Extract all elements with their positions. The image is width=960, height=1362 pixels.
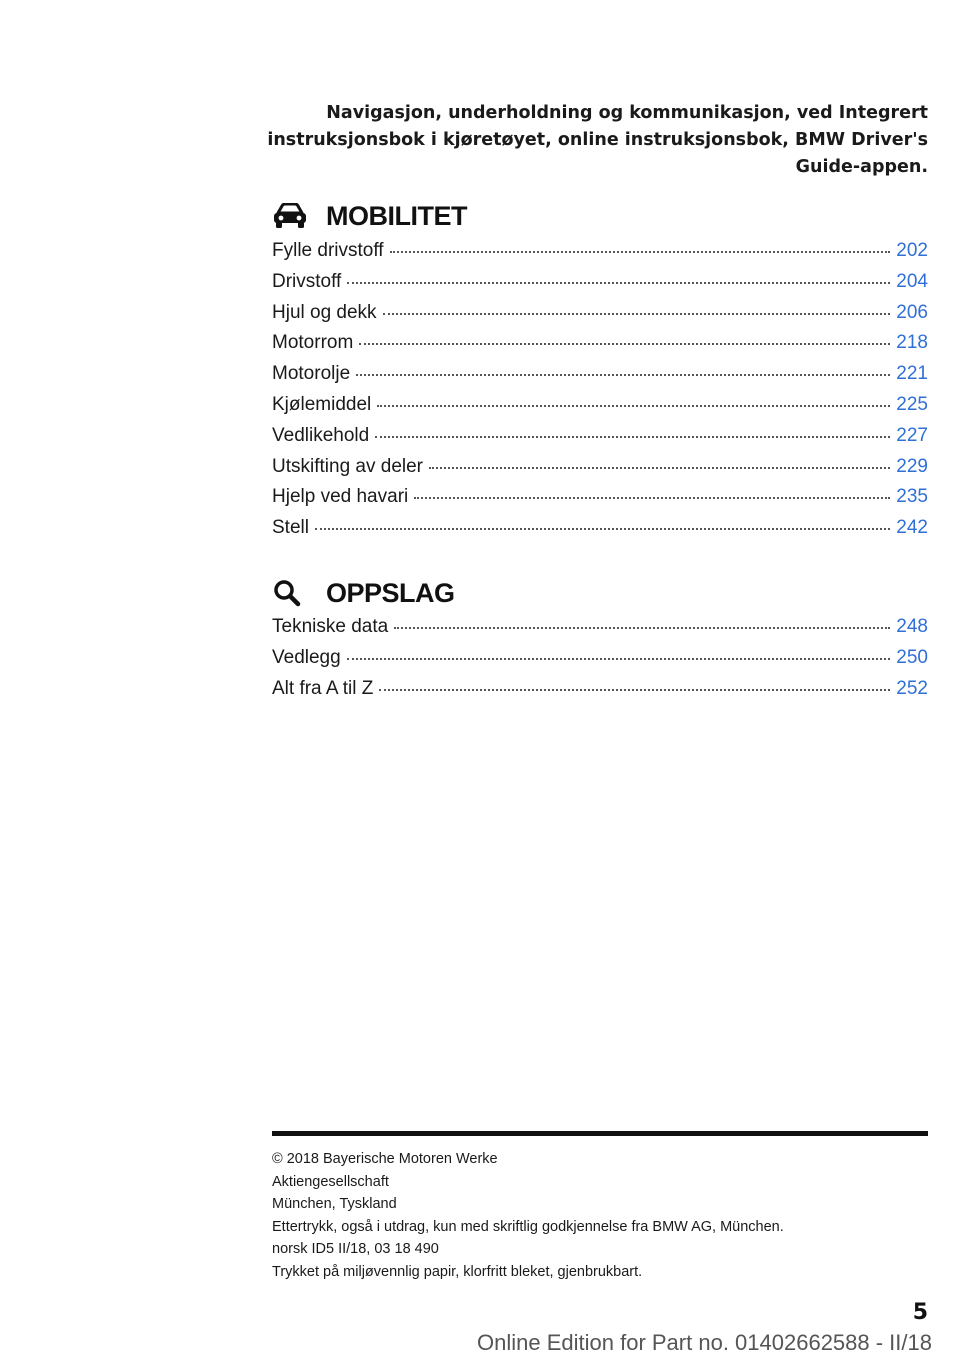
toc-entry[interactable]	[272, 614, 928, 645]
intro-line-2: instruksjonsbok i kjøretøyet, online instruksjonsbok, BMW Driver's	[267, 130, 928, 150]
intro-line-1: Navigasjon, underholdning og kommunikasjon, ved Integrert	[326, 103, 928, 123]
imprint-divider	[272, 1131, 928, 1136]
section-title: OPPSLAG	[326, 577, 455, 608]
toc-page-link[interactable]: 252	[896, 677, 928, 699]
toc-entry-label: Hjul og dekk	[272, 301, 377, 323]
toc-entry[interactable]	[272, 330, 928, 361]
toc-entry[interactable]	[272, 361, 928, 392]
toc-entry-label: Motorolje	[272, 363, 351, 385]
toc-page-link[interactable]: 221	[896, 363, 928, 385]
toc-entry[interactable]	[272, 392, 928, 423]
toc-entry[interactable]	[272, 454, 928, 485]
toc-entry-label: Utskifting av deler	[272, 455, 424, 477]
toc-entry[interactable]	[272, 269, 928, 300]
imprint-line: Ettertrykk, også i utdrag, kun med skriftlig godkjennelse fra BMW AG, München.	[272, 1218, 784, 1235]
toc-entry-label: Stell	[272, 517, 309, 539]
dot-leader	[347, 266, 890, 284]
toc-entry[interactable]	[272, 484, 928, 515]
dot-leader	[359, 327, 890, 345]
toc-entry[interactable]	[272, 645, 928, 676]
imprint-line: Trykket på miljøvennlig papir, klorfritt bleket, gjenbrukbart.	[272, 1263, 643, 1280]
toc-entry[interactable]	[272, 423, 928, 454]
dot-leader	[383, 297, 891, 315]
toc-page-link[interactable]: 227	[896, 424, 928, 446]
dot-leader	[315, 512, 890, 530]
toc-entry-label: Fylle drivstoff	[272, 240, 384, 261]
dot-leader	[414, 481, 890, 499]
imprint-line: © 2018 Bayerische Motoren Werke	[272, 1151, 498, 1167]
dot-leader	[379, 673, 890, 691]
section-heading-oppslag	[272, 573, 928, 613]
dot-leader	[394, 611, 890, 629]
toc-page-link[interactable]: 206	[896, 301, 928, 323]
toc-entry-label: Tekniske data	[272, 616, 389, 637]
section-title: MOBILITET	[326, 200, 467, 231]
toc-page-link[interactable]: 204	[896, 270, 928, 292]
dot-leader	[375, 420, 890, 438]
toc-page-link[interactable]: 250	[896, 646, 928, 668]
toc-entry-label: Vedlikehold	[272, 424, 370, 446]
toc-list-oppslag	[272, 614, 928, 706]
intro-text	[262, 100, 928, 181]
toc-entry-label: Vedlegg	[272, 646, 341, 668]
toc-entry[interactable]	[272, 676, 928, 707]
toc-entry-label: Hjelp ved havari	[272, 486, 409, 508]
toc-entry-label: Motorrom	[272, 332, 354, 354]
toc-page-link[interactable]: 202	[896, 240, 928, 261]
toc-page-link[interactable]: 248	[896, 616, 928, 637]
toc-page-link[interactable]: 225	[896, 393, 928, 415]
intro-line-3: Guide-appen.	[795, 157, 928, 177]
section-heading-mobilitet	[272, 196, 928, 236]
toc-entry[interactable]	[272, 238, 928, 269]
search-icon	[272, 577, 312, 609]
page-number: 5	[912, 1300, 928, 1325]
dot-leader	[429, 451, 890, 469]
toc-entry[interactable]	[272, 515, 928, 546]
dot-leader	[377, 389, 890, 407]
imprint-line: Aktiengesellschaft	[272, 1173, 389, 1190]
dot-leader	[390, 235, 891, 253]
car-icon	[272, 200, 312, 232]
toc-entry-label: Kjølemiddel	[272, 393, 372, 415]
toc-entry-label: Alt fra A til Z	[272, 677, 374, 699]
toc-page-link[interactable]: 235	[896, 486, 928, 508]
toc-entry-label: Drivstoff	[272, 270, 342, 292]
imprint	[272, 1148, 928, 1284]
online-edition-footer: Online Edition for Part no. 01402662588 - II/18	[477, 1330, 932, 1355]
toc-entry[interactable]	[272, 300, 928, 331]
dot-leader	[347, 642, 891, 660]
toc-page-link[interactable]: 218	[896, 332, 928, 354]
toc-list-mobilitet	[272, 238, 928, 546]
imprint-line: norsk ID5 II/18, 03 18 490	[272, 1241, 439, 1258]
toc-page-link[interactable]: 242	[896, 517, 928, 539]
imprint-line: München, Tyskland	[272, 1196, 397, 1213]
toc-page-link[interactable]: 229	[896, 455, 928, 477]
dot-leader	[356, 358, 890, 376]
